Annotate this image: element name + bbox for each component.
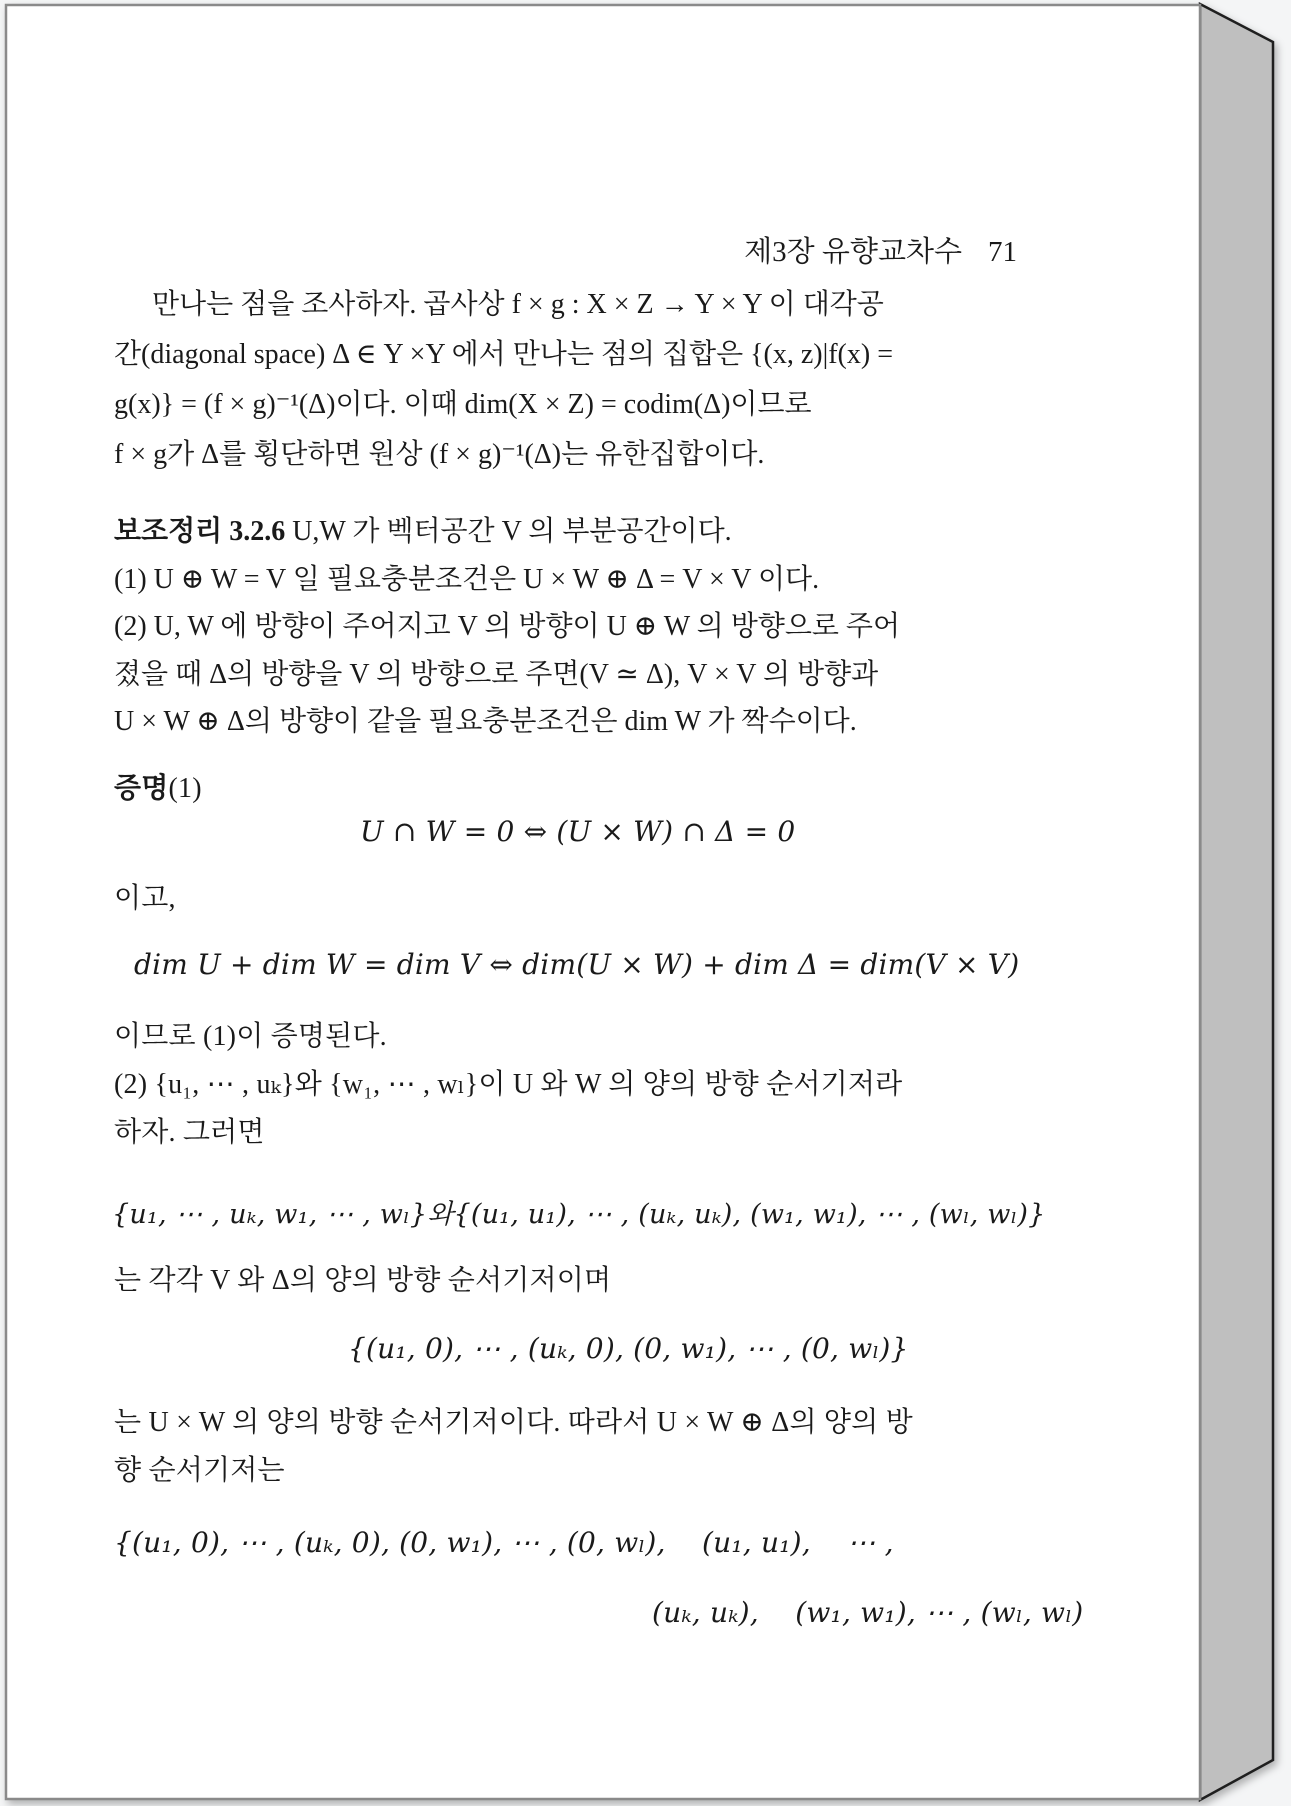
display-equation-5-line1: {(u₁, 0), ⋯ , (uₖ, 0), (0, w₁), ⋯ , (0, wₗ), (u₁, u₁), ⋯ , [114, 1526, 894, 1559]
page-number: 71 [988, 236, 1017, 268]
text-line: 간(diagonal space) Δ ∈ Y ×Y 에서 만나는 점의 집합은 {(x, z)|f(x) = [114, 339, 893, 370]
display-equation-1: U ∩ W = 0 ⇔ (U × W) ∩ Δ = 0 [360, 815, 796, 848]
proof-heading [114, 766, 202, 806]
text-line: (2) {u₁, ⋯ , uₖ}와 {w₁, ⋯ , wₗ}이 U 와 W 의 양의 방향 순서기저라 [114, 1069, 903, 1100]
display-equation-4: {(u₁, 0), ⋯ , (uₖ, 0), (0, w₁), ⋯ , (0, wₗ)} [348, 1332, 909, 1365]
book-fore-edge [1200, 4, 1273, 1800]
text-line: 만나는 점을 조사하자. 곱사상 f × g : X × Z → Y × Y 이 대각공 [152, 289, 884, 320]
lemma-item-2-line: U × W ⊕ Δ의 방향이 같을 필요충분조건은 dim W 가 짝수이다. [114, 706, 857, 737]
text-line: f × g가 Δ를 횡단하면 원상 (f × g)⁻¹(Δ)는 유한집합이다. [114, 439, 765, 470]
text-line: g(x)} = (f × g)⁻¹(Δ)이다. 이때 dim(X × Z) = codim(Δ)이므로 [114, 389, 812, 420]
lemma-item-2-line: 졌을 때 Δ의 방향을 V 의 방향으로 주면(V ≃ Δ), V × V 의 방향과 [114, 658, 879, 690]
display-equation-5-line2: (uₖ, uₖ), (w₁, w₁), ⋯ , (wₗ, wₗ) [652, 1596, 1084, 1629]
chapter-title: 제3장 유향교차수 [744, 236, 962, 268]
proof-case-marker: (1) [168, 773, 202, 804]
text-line: 이므로 (1)이 증명된다. [114, 1021, 387, 1052]
lemma-label: 보조정리 3.2.6 [114, 516, 286, 547]
lemma-block [114, 508, 1114, 746]
text-line: 이고, [114, 883, 176, 914]
lemma-item-1: (1) U ⊕ W = V 일 필요충분조건은 U × W ⊕ Δ = V × V 이다. [114, 563, 820, 595]
proof-label: 증명 [114, 773, 169, 804]
lemma-statement: U,W 가 벡터공간 V 의 부분공간이다. [292, 516, 732, 547]
lemma-item-2-line: (2) U, W 에 방향이 주어지고 V 의 방향이 U ⊕ W 의 방향으로 주어 [114, 611, 901, 642]
text-line: 는 U × W 의 양의 방향 순서기저이다. 따라서 U × W ⊕ Δ의 양의 방 [114, 1407, 913, 1438]
text-line: 하자. 그러면 [114, 1117, 265, 1148]
intro-paragraph [114, 280, 1114, 480]
lemma-statement-line [114, 508, 1114, 556]
display-equation-2: dim U + dim W = dim V ⇔ dim(U × W) + dim Δ = dim(V × V) [134, 948, 1020, 981]
text-line: 는 각각 V 와 Δ의 양의 방향 순서기저이며 [114, 1265, 612, 1296]
display-equation-3: {u₁, ⋯ , uₖ, w₁, ⋯ , wₗ}와{(u₁, u₁), ⋯ , (uₖ, uₖ), (w₁, w₁), ⋯ , (wₗ, wₗ)} [112, 1199, 1046, 1230]
text-line: 향 순서기저는 [114, 1455, 285, 1486]
